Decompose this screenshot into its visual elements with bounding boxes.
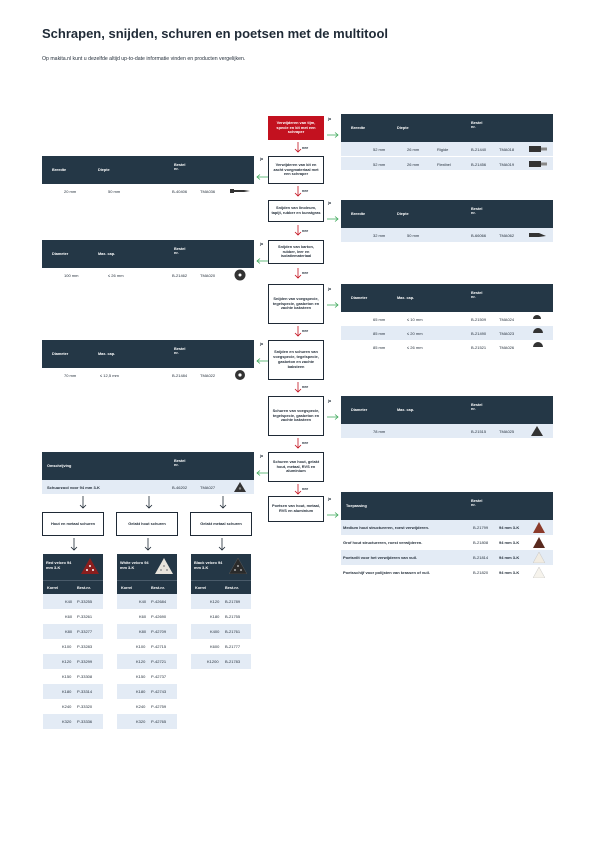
table-row: K60 P-42690 <box>139 614 167 619</box>
table-row: K40 P-42684 <box>117 594 177 609</box>
table-narrow-scraper: Breedte Diepte Bestel nr. 20 mm 50 mm B-40406 TMA036 <box>42 156 254 198</box>
nee-label: nee <box>302 189 309 193</box>
table-row: Poetsschijf voor polijsten van krassen of vuil. B-21820 94 mm 3-K <box>341 565 553 580</box>
table-row: Grof hout structureren, roest verwijderen. B-21808 94 mm 3-K <box>341 535 553 550</box>
table-row: K100 P-42715 <box>136 644 167 649</box>
scraper-blade-icon <box>529 145 547 154</box>
table-row: K40 P-33255 <box>43 594 103 609</box>
column-red-velcro: Red velcro 94 mm 3-K Korrel Best.nr. K40 P-33255 K60 P-33261 K80 P-33277 K100 P-33283 K120 P-33299 K150 P-33308 K180 P-33314 K240 P-33320 K320 P-33336 <box>43 554 103 729</box>
table-row: K320 P-42765 <box>117 714 177 729</box>
table-row: K80 P-42709 <box>117 624 177 639</box>
arrow-right-icon <box>327 125 338 131</box>
table-scraper-blades: Breedte Diepte Bestel nr. 52 mm 26 mm Rigide B-21440 TMA018 52 mm 26 mm Flexibel B-21456 TMA019 <box>341 114 553 170</box>
table-row: K180 P-33314 <box>43 684 103 699</box>
arrow-down-icon <box>219 496 230 502</box>
table-row: K60 P-33261 <box>65 614 93 619</box>
table-sanding-sole: Omschrijving Bestel nr. Schuurzool voor 94 mm 3-K B-46202 TMA027 <box>42 452 254 494</box>
table-row: K1200 B-21783 <box>191 654 251 669</box>
arrow-down-icon <box>294 225 298 235</box>
table-row: 100 mm ≤ 26 mm B-21462 TMA020 <box>42 268 254 282</box>
sanding-sole-icon <box>234 482 246 493</box>
arrow-down-icon <box>294 382 298 392</box>
nee-label: nee <box>302 146 309 150</box>
table-sanding-segment: Diameter Max. cap. Bestel nr. 78 mm B-21515 TMA025 <box>341 396 553 438</box>
nee-label: nee <box>302 385 309 389</box>
arrow-left-icon <box>256 251 267 257</box>
round-saw-blade-icon <box>234 269 246 282</box>
round-saw-blade-icon <box>234 369 246 382</box>
nee-label: nee <box>302 271 309 275</box>
table-segment-blades: Diameter Max. cap. Bestel nr. 65 mm ≤ 10 mm B-21509 TMA024 85 mm ≤ 20 mm B-21490 TMA023 85 mm ≤ 26 mm B-21521 TMA026 <box>341 284 553 354</box>
column-black-velcro: Black velcro 94 mm 3-K Korrel Best.nr. K120 B-21789 K180 B-21755 K400 B-21761 K600 B-21777 K1200 B-21783 <box>191 554 251 669</box>
flow-step-5: Snijden van voegspecie, tegelspecie, gasbeton en zachte baksteen <box>268 284 324 324</box>
table-row: 78 mm B-21515 TMA025 <box>341 424 553 438</box>
table-row: 65 mm ≤ 10 mm B-21509 TMA024 <box>341 312 553 326</box>
knife-blade-icon <box>529 231 547 240</box>
nee-label: nee <box>302 329 309 333</box>
arrow-left-icon <box>256 463 267 469</box>
ja-label: ja <box>260 242 263 246</box>
arrow-right-icon <box>327 407 338 413</box>
ja-label: ja <box>260 157 263 161</box>
table-row: 52 mm 26 mm Flexibel B-21456 TMA019 <box>341 156 553 170</box>
table-row: K180 P-42743 <box>117 684 177 699</box>
flow-step-1: Verwijderen van tijm, specie en kit met een schraper <box>268 116 324 140</box>
black-velcro-icon <box>229 558 247 575</box>
table-row: Poetsvilt voor het verwijderen van vuil. B-21814 94 mm 3-K <box>341 550 553 565</box>
box-lacquered-wood-sanding: Gelakt hout schuren <box>116 512 178 536</box>
table-row: K400 B-21761 <box>191 624 251 639</box>
flow-step-9: Poetsen van hout, metaal, RVS en aluminium <box>268 496 324 522</box>
table-row: K120 B-21789 <box>191 594 251 609</box>
table-row: K240 P-33320 <box>62 704 93 709</box>
arrow-right-icon <box>327 209 338 215</box>
nee-label: nee <box>302 441 309 445</box>
table-row: 85 mm ≤ 20 mm B-21490 TMA023 <box>341 326 553 340</box>
brown-pad-icon <box>533 522 545 534</box>
arrow-down-icon <box>294 186 298 196</box>
box-lacquered-metal-sanding: Gelakt metaal schuren <box>190 512 252 536</box>
ja-label: ja <box>328 201 331 205</box>
scraper-blade-icon <box>529 160 547 169</box>
table-row: K80 P-33277 <box>43 624 103 639</box>
scraper-blade-icon <box>230 187 250 196</box>
dark-brown-pad-icon <box>533 537 545 549</box>
arrow-left-icon <box>256 167 267 173</box>
arrow-right-icon <box>327 505 338 511</box>
polish-pad-icon <box>533 567 545 579</box>
flow-step-6: Snijden en schuren van voegspecie, tegelspecie, gasbeton en zachte baksteen <box>268 340 324 380</box>
arrow-right-icon <box>327 295 338 301</box>
table-row: 70 mm ≤ 12,5 mm B-21484 TMA022 <box>42 368 254 382</box>
ja-label: ja <box>328 287 331 291</box>
arrow-down-icon <box>79 496 90 502</box>
ja-label: ja <box>328 497 331 501</box>
ja-label: ja <box>328 117 331 121</box>
table-row: 85 mm ≤ 26 mm B-21521 TMA026 <box>341 340 553 354</box>
table-row: 20 mm 50 mm B-40406 TMA036 <box>42 184 254 198</box>
flow-step-4: Snijden van karton, rubber, leer en isolatiemateriaal <box>268 240 324 264</box>
segment-blade-icon <box>533 315 541 324</box>
table-row: 32 mm 50 mm B-66066 TMA062 <box>341 228 553 242</box>
page-subtitle: Op makita.nl kunt u dezelfde altijd up-to-date informatie vinden en producten vergelijken. <box>42 56 246 62</box>
table-row: K180 B-21755 <box>210 614 241 619</box>
arrow-down-icon <box>145 496 156 502</box>
felt-pad-icon <box>533 552 545 564</box>
flow-step-7: Schuren van voegspecie, tegelspecie, gasbeton en zachte baksteen <box>268 396 324 436</box>
arrow-down-icon <box>218 538 229 544</box>
table-row: K600 B-21777 <box>210 644 241 649</box>
arrow-down-icon <box>294 326 298 336</box>
table-row: K120 P-33299 <box>43 654 103 669</box>
segment-blade-icon <box>533 342 543 353</box>
table-row: Medium hout structureren, roest verwijderen. B-21799 94 mm 3-K <box>341 520 553 535</box>
arrow-down-icon <box>294 438 298 448</box>
table-cutting-knife: Breedte Diepte Bestel nr. 32 mm 50 mm B-66066 TMA062 <box>341 200 553 242</box>
table-polishing-pads: Toepassing Bestel nr. Medium hout structureren, roest verwijderen. B-21799 94 mm 3-K Grof hout structureren, roest verwijderen. B-21808 94 mm 3-K Poetsvilt voor het verwijderen van vuil. B-21814 94 mm 3-K Poetsschijf voor polijsten van krassen of vuil. B-21820 94 mm 3-K <box>341 492 553 580</box>
arrow-down-icon <box>294 142 298 152</box>
red-velcro-icon <box>81 558 99 575</box>
flow-step-8: Schuren van hout, gelakt hout, metaal, RVS en aluminium <box>268 452 324 482</box>
table-row: K150 P-42737 <box>136 674 167 679</box>
nee-label: nee <box>302 229 309 233</box>
table-row: K100 P-33283 <box>62 644 93 649</box>
table-saw-blade-100: Diameter Max. cap. Bestel nr. 100 mm ≤ 26 mm B-21462 TMA020 <box>42 240 254 282</box>
arrow-down-icon <box>294 268 298 278</box>
flow-step-2: Verwijderen van kit en zacht voegmateriaal met een schraper <box>268 156 324 184</box>
table-row: K120 P-42721 <box>117 654 177 669</box>
table-saw-blade-70: Diameter Max. cap. Bestel nr. 70 mm ≤ 12,5 mm B-21484 TMA022 <box>42 340 254 382</box>
table-row: Schuurzool voor 94 mm 3-K B-46202 TMA027 <box>42 480 254 494</box>
arrow-left-icon <box>256 351 267 357</box>
table-row: K150 P-33308 <box>62 674 93 679</box>
segment-blade-icon <box>533 328 543 339</box>
ja-label: ja <box>260 342 263 346</box>
column-white-velcro: White velcro 94 mm 3-K Korrel Best.nr. K40 P-42684 K60 P-42690 K80 P-42709 K100 P-42715 K120 P-42721 K150 P-42737 K180 P-42743 K240 P-42759 K320 P-42765 <box>117 554 177 729</box>
triangle-segment-icon <box>531 426 543 437</box>
ja-label: ja <box>260 454 263 458</box>
table-row: K320 P-33336 <box>43 714 103 729</box>
arrow-down-icon <box>144 538 155 544</box>
table-row: 52 mm 26 mm Rigide B-21440 TMA018 <box>341 142 553 156</box>
ja-label: ja <box>328 399 331 403</box>
box-wood-metal-sanding: Hout en metaal schuren <box>42 512 104 536</box>
arrow-down-icon <box>294 484 298 494</box>
flow-step-3: Snijden van linoleum, tapijt, rubber en kunstgras <box>268 200 324 222</box>
table-row: K240 P-42759 <box>136 704 167 709</box>
arrow-down-icon <box>70 538 81 544</box>
page-title: Schrapen, snijden, schuren en poetsen met de multitool <box>42 26 389 41</box>
nee-label: nee <box>302 487 309 491</box>
white-velcro-icon <box>155 558 173 575</box>
